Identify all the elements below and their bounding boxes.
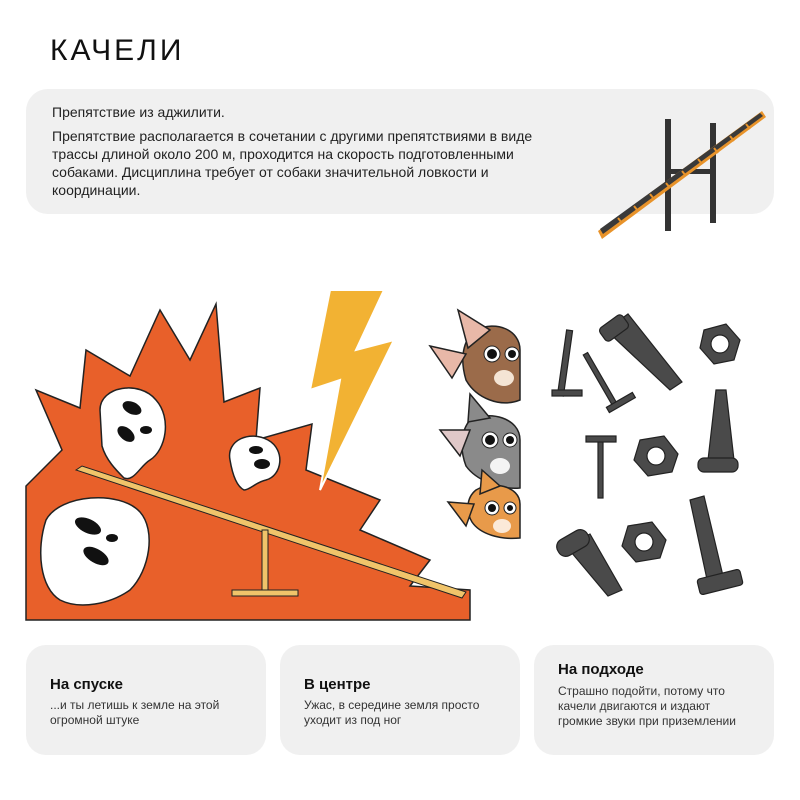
- card-descent: [26, 645, 266, 755]
- illustration-panel: [0, 290, 800, 630]
- nail-icon: [552, 330, 582, 396]
- card-text: ...и ты летишь к земле на этой огромной штуке: [50, 698, 220, 727]
- intro-description: Препятствие располагается в сочетании с другими препятствиями в виде трассы длиной около 200 м, проходится на скорость подготовленными собаками. Дисциплина требует от собаки значительной ловкости и координации.: [52, 128, 533, 198]
- bolt-icon: [690, 496, 743, 595]
- nail-icon: [583, 353, 635, 413]
- lightning-icon: [310, 290, 394, 490]
- card-center: [280, 645, 520, 755]
- nail-icon: [586, 436, 616, 498]
- intro-card: [26, 89, 774, 214]
- nut-icon: [622, 522, 666, 562]
- seesaw-icon: [570, 53, 770, 253]
- screw-icon: [598, 313, 682, 390]
- card-text: Ужас, в середине земля просто уходит из под ног: [304, 698, 480, 727]
- page-title: КАЧЕЛИ: [50, 34, 185, 67]
- screw-icon: [554, 527, 622, 596]
- card-heading: В центре: [304, 676, 371, 693]
- card-heading: На спуске: [50, 676, 123, 693]
- card-heading: На подходе: [558, 661, 644, 678]
- screw-icon: [698, 390, 738, 472]
- nut-icon: [700, 324, 740, 364]
- card-approach: [534, 645, 774, 755]
- card-text: Страшно подойти, потому что качели двигаются и издают громкие звуки при приземлении: [558, 684, 736, 728]
- nut-icon: [634, 436, 678, 476]
- intro-lead: Препятствие из аджилити.: [52, 104, 225, 120]
- dogs-illustration: [430, 310, 520, 538]
